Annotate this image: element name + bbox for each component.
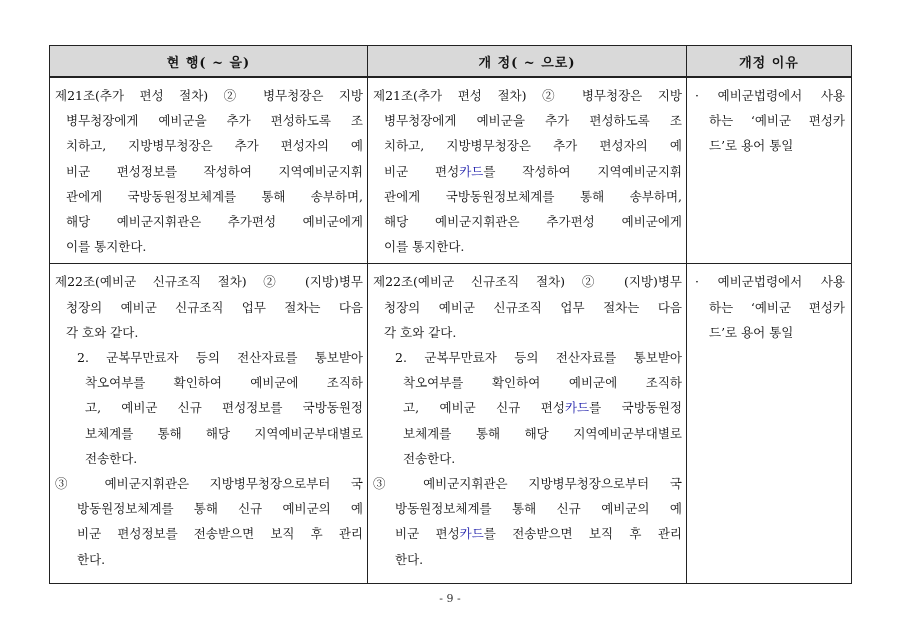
current-article-22 (50, 264, 368, 584)
text-segment: 고, 예비군 신규 편성 (403, 400, 565, 416)
text-line: 비군 편성정보를 작성하여 지역예비군지휘 (66, 163, 363, 179)
text-segment: 를 국방동원정 (589, 400, 682, 416)
text-line: 보체계를 통해 해당 지역예비군부대별로 (85, 425, 363, 441)
highlighted-term: 카드 (459, 163, 484, 179)
text-line: 한다. (77, 551, 106, 567)
header-row (50, 46, 852, 78)
text-line: 착오여부를 확인하여 예비군에 조직하 (403, 375, 682, 391)
table-row (50, 264, 852, 584)
text-line: 2. 군복무만료자 등의 전산자료를 통보받아 (395, 350, 682, 366)
text-line: · 예비군법령에서 사용 (695, 88, 845, 103)
text-line: · 예비군법령에서 사용 (695, 274, 845, 290)
text-segment: 비군 편성 (395, 526, 460, 542)
revised-article-22 (368, 264, 687, 584)
text-segment: 를 전송받으면 보직 후 관리 (483, 526, 682, 542)
text-line: 방동원정보체계를 통해 신규 예비군의 예 (395, 501, 682, 517)
text-line: 비군 편성정보를 전송받으면 보직 후 관리 (77, 526, 363, 542)
text-line: 고, 예비군 신규 편성정보를 국방동원정 (85, 400, 363, 416)
text-line: 착오여부를 확인하여 예비군에 조직하 (85, 375, 363, 391)
highlighted-term: 카드 (564, 400, 590, 416)
page-number: - 9 - (439, 592, 461, 605)
reason-article-22 (687, 264, 852, 584)
text-line: 각 호와 같다. (66, 324, 139, 340)
text-line: 하는 ‘예비군 편성카 (709, 113, 845, 129)
text-line: 제22조(예비군 신규조직 절차) ② (지방)병무 (55, 274, 363, 290)
header-current: 현 행( ~ 을) (50, 46, 368, 78)
text-line: 한다. (395, 551, 424, 567)
text-line: 전송한다. (403, 450, 456, 466)
table-row (50, 77, 852, 264)
text-line: 관에게 국방동원정보체계를 통해 송부하며, (384, 188, 682, 204)
text-line: 보체계를 통해 해당 지역예비군부대별로 (403, 425, 682, 441)
text-line (373, 521, 682, 546)
text-line: 해당 예비군지휘관은 추가편성 예비군에게 (384, 214, 682, 230)
text-line: 제22조(예비군 신규조직 절차) ② (지방)병무 (373, 274, 682, 290)
text-line: 제21조(추가 편성 절차) ② 병무청장은 지방 (55, 88, 363, 103)
text-line: 전송한다. (85, 450, 138, 466)
text-line: 2. 군복무만료자 등의 전산자료를 통보받아 (77, 350, 363, 366)
text-line: ③ 예비군지휘관은 지방병무청장으로부터 국 (55, 476, 363, 492)
text-line: 방동원정보체계를 통해 신규 예비군의 예 (77, 501, 363, 517)
text-line: 해당 예비군지휘관은 추가편성 예비군에게 (66, 214, 363, 230)
text-line: 청장의 예비군 신규조직 업무 절차는 다음 (66, 299, 363, 315)
current-article-21 (50, 77, 368, 264)
text-line: 드’로 용어 통일 (709, 138, 794, 154)
amendment-comparison-table (49, 45, 852, 584)
text-line: 제21조(추가 편성 절차) ② 병무청장은 지방 (373, 88, 682, 103)
reason-article-21 (687, 77, 852, 264)
header-reason: 개정 이유 (687, 46, 852, 78)
text-line: 각 호와 같다. (384, 324, 457, 340)
text-line: 드’로 용어 통일 (709, 324, 794, 340)
text-segment: 비군 편성 (384, 163, 460, 179)
text-line: 청장의 예비군 신규조직 업무 절차는 다음 (384, 299, 682, 315)
text-segment: 를 작성하여 지역예비군지휘 (483, 163, 682, 179)
text-line (373, 159, 682, 184)
text-line: 관에게 국방동원정보체계를 통해 송부하며, (66, 188, 363, 204)
text-line: ③ 예비군지휘관은 지방병무청장으로부터 국 (373, 476, 682, 492)
text-line: 병무청장에게 예비군을 추가 편성하도록 조 (384, 113, 682, 129)
text-line: 이를 통지한다. (384, 239, 465, 255)
text-line: 병무청장에게 예비군을 추가 편성하도록 조 (66, 113, 363, 129)
text-line: 이를 통지한다. (66, 239, 147, 255)
text-line: 치하고, 지방병무청장은 추가 편성자의 예 (66, 138, 363, 154)
text-line (373, 395, 682, 420)
text-line: 하는 ‘예비군 편성카 (709, 299, 845, 315)
revised-article-21 (368, 77, 687, 264)
text-line: 치하고, 지방병무청장은 추가 편성자의 예 (384, 138, 682, 154)
header-revised: 개 정( ~ 으로) (368, 46, 687, 78)
highlighted-term: 카드 (459, 526, 484, 542)
